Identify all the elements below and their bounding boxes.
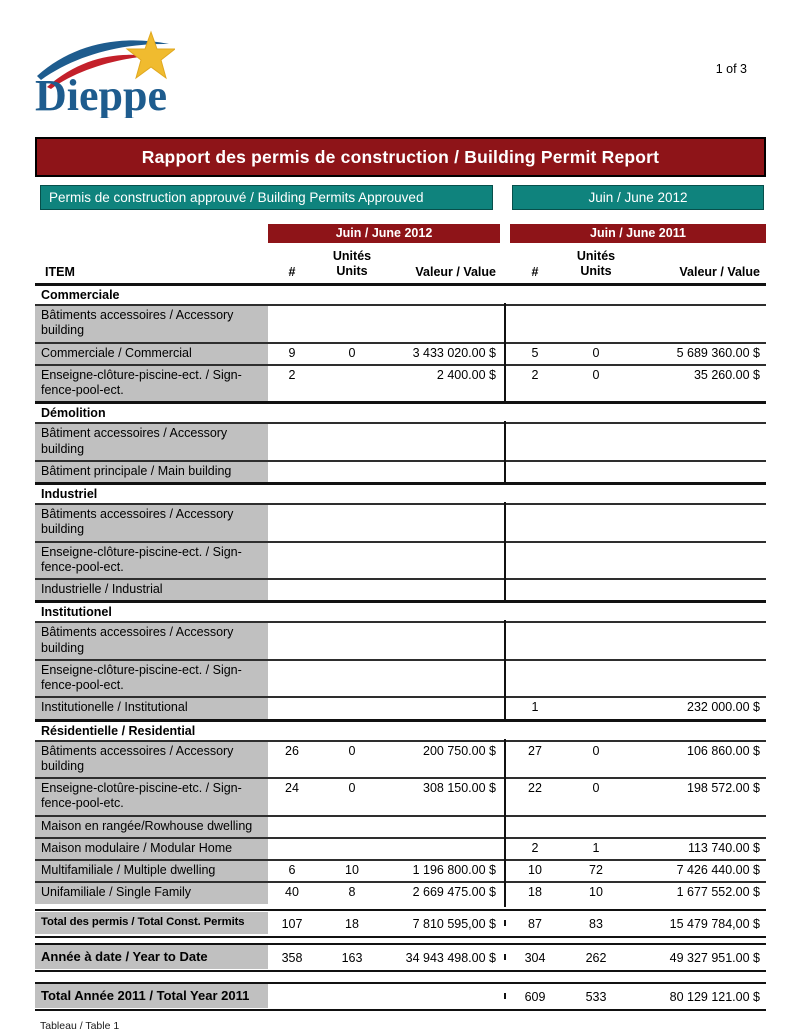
subtitle-row <box>40 185 762 210</box>
value-cell-2012: 34 943 498.00 $ <box>405 951 496 965</box>
item-cell: Total Année 2011 / Total Year 2011 <box>35 984 268 1008</box>
item-cell: Institutionelle / Institutional <box>35 698 268 718</box>
group-divider <box>500 543 510 579</box>
column-header-row <box>35 245 766 286</box>
logo-wordmark: Dieppe <box>35 71 167 118</box>
report-period-banner: Juin / June 2012 <box>512 185 764 210</box>
count-cell-2012 <box>268 623 316 659</box>
table-row <box>35 982 766 1011</box>
units-cell-2012: 18 <box>345 917 359 931</box>
count-cell-2012: 358 <box>281 951 303 965</box>
units-cell-2011 <box>560 306 632 342</box>
permits-approved-banner: Permis de construction approuvé / Building Permits Approuved <box>40 185 493 210</box>
count-cell-2011: 10 <box>528 863 542 877</box>
column-header-value-2012: Valeur / Value <box>415 265 496 279</box>
value-cell-2011 <box>632 462 766 482</box>
section-row <box>35 401 766 422</box>
count-cell-2012 <box>268 543 316 579</box>
table-row <box>35 696 766 718</box>
count-cell-2011 <box>510 580 560 600</box>
item-cell: Enseigne-clotûre-piscine-etc. / Sign-fence-pool-etc. <box>35 779 268 815</box>
units-cell-2012 <box>316 839 388 859</box>
count-cell-2011: 1 <box>531 700 539 715</box>
units-cell-2011 <box>560 543 632 579</box>
item-cell: Bâtiments accessoires / Accessory building <box>35 306 268 342</box>
section-label: Industriel <box>41 487 98 501</box>
table-row <box>35 777 766 815</box>
value-cell-2012 <box>388 580 500 600</box>
column-header-units-2012 <box>316 249 388 283</box>
count-cell-2011: 87 <box>528 917 542 931</box>
count-cell-2012: 24 <box>285 781 299 795</box>
table-caption: Tableau / Table 1 <box>40 1019 120 1032</box>
count-cell-2011 <box>510 661 560 697</box>
units-cell-2011: 0 <box>592 781 600 795</box>
count-cell-2011: 5 <box>531 345 539 360</box>
value-cell-2011: 232 000.00 $ <box>687 700 760 715</box>
units-cell-2011 <box>560 698 632 718</box>
table-row <box>35 659 766 697</box>
units-cell-2012: 163 <box>341 951 363 965</box>
section-label: Institutionel <box>41 605 112 620</box>
units-cell-2012 <box>316 995 388 997</box>
count-cell-2012 <box>268 306 316 342</box>
table-row <box>35 503 766 541</box>
item-cell: Enseigne-clôture-piscine-ect. / Sign-fence-pool-ect. <box>35 366 268 402</box>
units-cell-2011 <box>560 817 632 837</box>
value-cell-2012 <box>388 839 500 859</box>
group-header-2011: Juin / June 2011 <box>510 224 766 243</box>
count-cell-2012 <box>268 580 316 600</box>
units-cell-2012 <box>316 698 388 718</box>
group-divider <box>500 462 510 482</box>
table-row <box>35 422 766 460</box>
item-cell: Bâtiment principale / Main building <box>35 462 268 482</box>
count-cell-2011 <box>510 817 560 837</box>
count-cell-2011: 2 <box>531 840 539 855</box>
count-cell-2011 <box>510 543 560 579</box>
count-cell-2011 <box>510 462 560 482</box>
table-row <box>35 909 766 938</box>
value-cell-2011: 106 860.00 $ <box>687 743 760 758</box>
value-cell-2012 <box>388 698 500 718</box>
units-cell-2011 <box>560 661 632 697</box>
units-cell-2012: 10 <box>345 863 359 877</box>
section-row <box>35 286 766 304</box>
item-cell: Multifamiliale / Multiple dwelling <box>35 861 268 881</box>
column-header-count-2012: # <box>288 265 296 279</box>
count-cell-2012 <box>268 817 316 837</box>
units-cell-2012 <box>316 543 388 579</box>
units-cell-2012 <box>316 623 388 659</box>
value-cell-2011: 49 327 951.00 $ <box>669 951 760 965</box>
group-divider <box>500 424 510 460</box>
section-label: Commerciale <box>41 288 120 302</box>
count-cell-2012: 40 <box>285 885 299 900</box>
units-cell-2012 <box>316 462 388 482</box>
value-cell-2012 <box>388 505 500 541</box>
year-group-headers <box>35 224 766 243</box>
table-row <box>35 859 766 881</box>
count-cell-2012: 26 <box>285 743 299 758</box>
value-cell-2011 <box>632 623 766 659</box>
value-cell-2011: 35 260.00 $ <box>693 367 760 382</box>
value-cell-2012: 200 750.00 $ <box>423 743 496 758</box>
group-divider <box>500 698 510 718</box>
item-cell: Unifamiliale / Single Family <box>35 883 268 903</box>
count-cell-2011: 22 <box>528 781 542 795</box>
item-cell: Industrielle / Industrial <box>35 580 268 600</box>
value-cell-2012 <box>388 995 500 997</box>
column-header-units-2011 <box>560 249 632 283</box>
count-cell-2012 <box>268 505 316 541</box>
units-cell-2012 <box>316 424 388 460</box>
group-header-2012: Juin / June 2012 <box>268 224 500 243</box>
report-title: Rapport des permis de construction / Building Permit Report <box>141 147 660 167</box>
group-divider <box>500 580 510 600</box>
units-cell-2011: 10 <box>589 885 603 900</box>
section-row <box>35 482 766 503</box>
item-cell: Bâtiments accessoires / Accessory building <box>35 623 268 659</box>
table-row <box>35 837 766 859</box>
value-cell-2011: 15 479 784,00 $ <box>669 917 760 931</box>
units-cell-2012: 0 <box>348 743 356 758</box>
value-cell-2012: 1 196 800.00 $ <box>412 863 496 877</box>
count-cell-2011 <box>510 505 560 541</box>
value-cell-2011 <box>632 580 766 600</box>
group-divider <box>500 366 510 402</box>
units-cell-2012: 8 <box>348 885 356 900</box>
units-cell-2011 <box>560 505 632 541</box>
table-row <box>35 364 766 402</box>
units-cell-2011 <box>560 462 632 482</box>
table-row <box>35 881 766 903</box>
units-cell-2011: 0 <box>592 743 600 758</box>
item-cell: Bâtiment accessoires / Accessory building <box>35 424 268 460</box>
value-cell-2012: 7 810 595,00 $ <box>412 917 496 931</box>
value-cell-2012: 2 400.00 $ <box>436 367 496 382</box>
units-cell-2011: 72 <box>589 863 603 877</box>
count-cell-2012 <box>268 462 316 482</box>
units-cell-2012 <box>316 661 388 697</box>
value-cell-2011 <box>632 424 766 460</box>
group-divider <box>500 623 510 659</box>
group-divider <box>500 779 510 815</box>
column-header-value-2011: Valeur / Value <box>679 265 760 279</box>
count-cell-2011: 304 <box>524 951 546 965</box>
group-divider <box>500 742 510 778</box>
table-row <box>35 342 766 364</box>
value-cell-2012 <box>388 817 500 837</box>
value-cell-2011 <box>632 817 766 837</box>
units-cell-2011 <box>560 424 632 460</box>
table-row <box>35 943 766 972</box>
units-cell-2012 <box>316 366 388 402</box>
value-cell-2012 <box>388 543 500 579</box>
units-cell-2012: 0 <box>348 781 356 795</box>
group-divider <box>500 817 510 837</box>
item-cell: Année à date / Year to Date <box>35 945 268 969</box>
table-row <box>35 578 766 600</box>
item-cell: Commerciale / Commercial <box>35 344 268 364</box>
group-header-spacer <box>35 224 268 243</box>
units-cell-2011 <box>560 623 632 659</box>
group-header-gap <box>500 224 510 243</box>
column-header-count-2011: # <box>531 265 539 279</box>
page-number: 1 of 3 <box>715 62 747 76</box>
group-divider <box>500 661 510 697</box>
units-cell-2012: 0 <box>348 345 356 360</box>
value-cell-2011: 5 689 360.00 $ <box>676 345 760 360</box>
count-cell-2012: 2 <box>288 367 296 382</box>
units-cell-2012 <box>316 306 388 342</box>
group-divider <box>500 839 510 859</box>
count-cell-2012: 9 <box>288 345 296 360</box>
table-row <box>35 460 766 482</box>
count-cell-2012: 6 <box>288 863 296 877</box>
group-divider <box>500 883 510 903</box>
count-cell-2012 <box>268 839 316 859</box>
item-cell: Enseigne-clôture-piscine-ect. / Sign-fence-pool-ect. <box>35 661 268 697</box>
table-row <box>35 621 766 659</box>
value-cell-2012: 308 150.00 $ <box>423 781 496 795</box>
value-cell-2012 <box>388 424 500 460</box>
section-label: Démolition <box>41 406 106 421</box>
table-row <box>35 304 766 342</box>
column-header-item: ITEM <box>45 265 75 279</box>
count-cell-2012 <box>268 698 316 718</box>
units-cell-2011: 1 <box>592 840 600 855</box>
report-title-banner <box>35 137 766 177</box>
count-cell-2011: 18 <box>528 885 542 900</box>
permit-table <box>35 224 766 1032</box>
value-cell-2011 <box>632 543 766 579</box>
count-cell-2011 <box>510 424 560 460</box>
value-cell-2011: 198 572.00 $ <box>687 781 760 795</box>
value-cell-2011 <box>632 505 766 541</box>
value-cell-2012 <box>388 306 500 342</box>
item-cell: Total des permis / Total Const. Permits <box>35 912 268 934</box>
group-divider <box>500 306 510 342</box>
units-cell-2011: 0 <box>592 367 600 382</box>
value-cell-2012: 2 669 475.00 $ <box>412 885 496 900</box>
units-cell-2012 <box>316 580 388 600</box>
dieppe-logo <box>35 30 175 118</box>
permit-table-rows <box>35 286 766 1011</box>
count-cell-2011 <box>510 623 560 659</box>
count-cell-2012 <box>268 424 316 460</box>
value-cell-2011: 7 426 440.00 $ <box>676 863 760 877</box>
section-row <box>35 719 766 740</box>
section-row <box>35 600 766 621</box>
group-divider <box>500 861 510 881</box>
item-cell: Maison modulaire / Modular Home <box>35 839 268 859</box>
count-cell-2012: 107 <box>281 917 303 931</box>
units-cell-2011 <box>560 580 632 600</box>
value-cell-2012 <box>388 623 500 659</box>
value-cell-2012 <box>388 462 500 482</box>
value-cell-2011 <box>632 306 766 342</box>
item-cell: Maison en rangée/Rowhouse dwelling <box>35 817 268 837</box>
units-cell-2012 <box>316 817 388 837</box>
count-cell-2011: 27 <box>528 743 542 758</box>
table-row <box>35 740 766 778</box>
count-cell-2011 <box>510 306 560 342</box>
units-cell-2012 <box>316 505 388 541</box>
table-row <box>35 815 766 837</box>
group-divider <box>500 505 510 541</box>
units-label-fr: Unités <box>332 249 372 264</box>
item-cell: Bâtiments accessoires / Accessory building <box>35 505 268 541</box>
value-cell-2012 <box>388 661 500 697</box>
value-cell-2011 <box>632 661 766 697</box>
count-cell-2012 <box>268 995 316 997</box>
units-cell-2011: 83 <box>589 917 603 931</box>
units-cell-2011: 0 <box>592 345 600 360</box>
units-label-en: Units <box>580 263 612 278</box>
units-label-en: Units <box>336 263 368 278</box>
table-row <box>35 541 766 579</box>
value-cell-2011: 1 677 552.00 $ <box>676 885 760 900</box>
value-cell-2011: 113 740.00 $ <box>687 840 760 855</box>
value-cell-2011: 80 129 121.00 $ <box>669 990 760 1004</box>
count-cell-2012 <box>268 661 316 697</box>
count-cell-2011: 609 <box>524 990 546 1004</box>
units-cell-2011: 533 <box>585 990 607 1004</box>
value-cell-2012: 3 433 020.00 $ <box>412 345 496 360</box>
section-label: Résidentielle / Residential <box>41 723 196 738</box>
units-label-fr: Unités <box>576 249 616 264</box>
count-cell-2011: 2 <box>531 367 539 382</box>
group-divider <box>500 344 510 364</box>
item-cell: Bâtiments accessoires / Accessory building <box>35 742 268 778</box>
item-cell: Enseigne-clôture-piscine-ect. / Sign-fence-pool-ect. <box>35 543 268 579</box>
units-cell-2011: 262 <box>585 951 607 965</box>
